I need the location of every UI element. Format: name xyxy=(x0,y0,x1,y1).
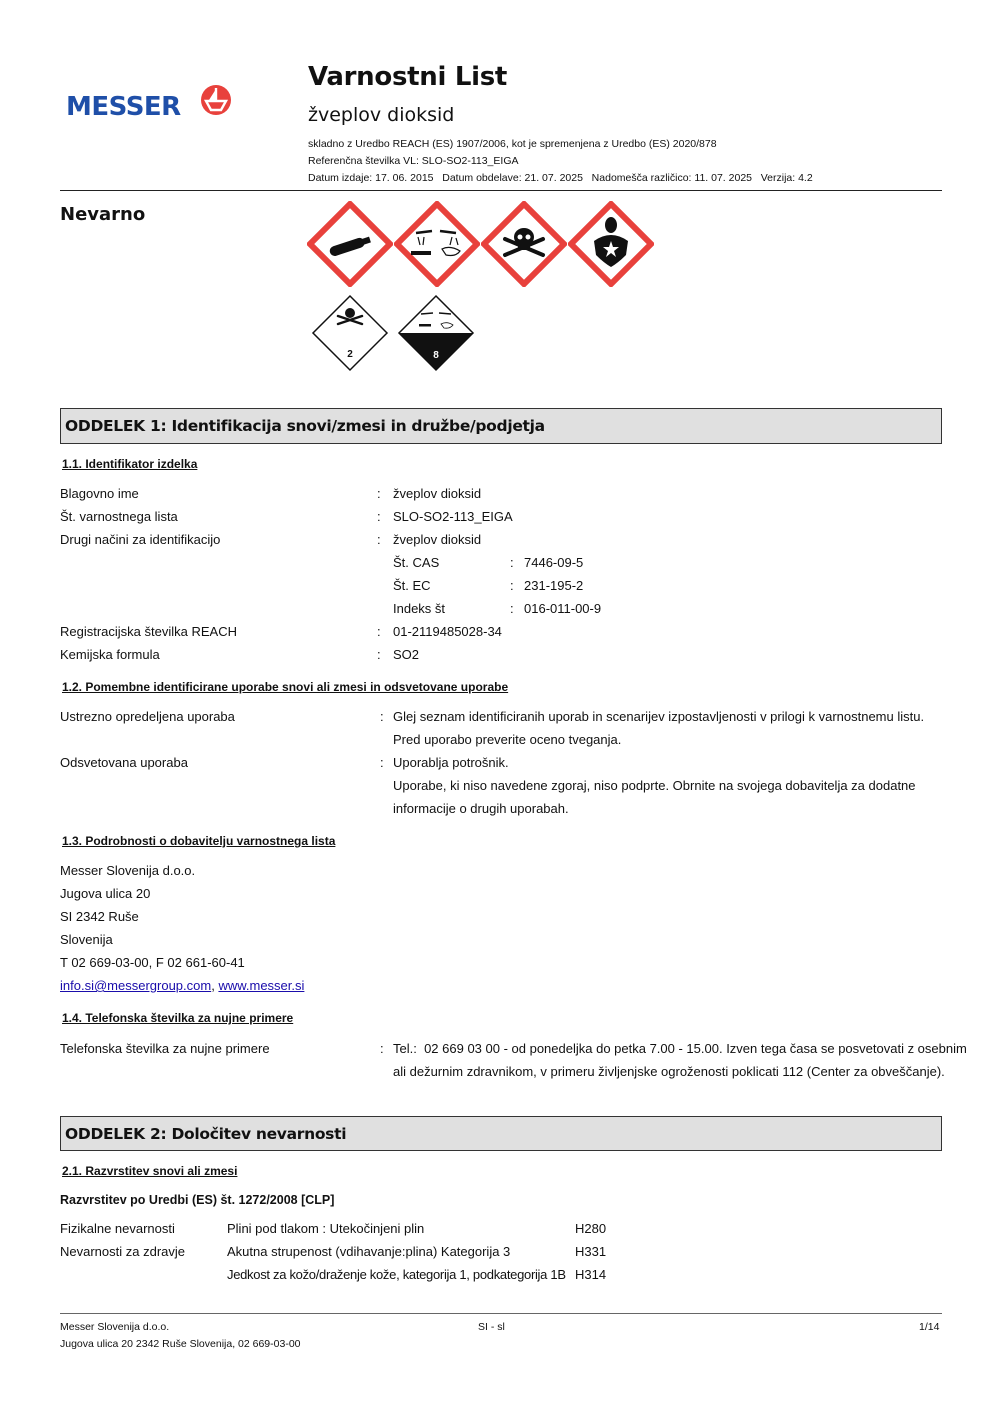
transport-corrosive-icon xyxy=(397,294,475,372)
ec-value: 231-195-2 xyxy=(524,578,584,593)
colon: : xyxy=(377,509,381,524)
chemical-formula-value: SO2 xyxy=(393,647,420,662)
colon: : xyxy=(510,601,514,616)
supplier-name: Messer Slovenija d.o.o. xyxy=(60,863,196,878)
advised-against-line-1: Uporablja potrošnik. xyxy=(393,755,509,770)
subsection-1-3-heading: 1.3. Podrobnosti o dobavitelju varnostnega lista xyxy=(62,834,336,848)
identified-use-line-2: Pred uporabo preverite oceno tveganja. xyxy=(393,732,622,747)
cas-label: Št. CAS xyxy=(393,555,440,570)
colon: : xyxy=(380,709,384,724)
hazard-code: H331 xyxy=(575,1244,607,1259)
messer-logo-icon xyxy=(200,84,232,116)
sds-number-value: SLO-SO2-113_EIGA xyxy=(393,509,513,524)
colon: : xyxy=(380,755,384,770)
footer-address: Jugova ulica 20 2342 Ruše Slovenija, 02 669-03-00 xyxy=(60,1338,301,1350)
supplier-city: SI 2342 Ruše xyxy=(60,909,139,924)
chemical-formula-label: Kemijska formula xyxy=(60,647,160,662)
subsection-1-1-heading: 1.1. Identifikator izdelka xyxy=(62,457,198,471)
email-link[interactable]: info.si@messergroup.com xyxy=(60,978,212,993)
hazard-class: Jedkost za kožo/draženje kože, kategorija 1, podkategorija 1B xyxy=(227,1267,566,1282)
corrosion-icon xyxy=(394,201,480,287)
logo-text: MESSER xyxy=(66,92,181,122)
advised-against-label: Odsvetovana uporaba xyxy=(60,755,188,770)
colon: : xyxy=(377,486,381,501)
colon: : xyxy=(377,647,381,662)
clp-heading: Razvrstitev po Uredbi (ES) št. 1272/2008 [CLP] xyxy=(60,1193,335,1207)
reach-number-value: 01-2119485028-34 xyxy=(393,624,502,639)
gas-cylinder-icon xyxy=(307,201,393,287)
product-name: žveplov dioksid xyxy=(308,104,455,126)
index-value: 016-011-00-9 xyxy=(524,601,602,616)
identified-use-label: Ustrezno opredeljena uporaba xyxy=(60,709,235,724)
other-identification-value: žveplov dioksid xyxy=(393,532,482,547)
transport-toxic-gas-icon xyxy=(311,294,389,372)
hazard-code: H314 xyxy=(575,1267,607,1282)
hazard-category: Nevarnosti za zdravje xyxy=(60,1244,185,1259)
supplier-contacts xyxy=(60,978,304,993)
signal-word: Nevarno xyxy=(60,204,146,225)
footer-divider xyxy=(60,1313,942,1314)
emergency-phone-line-2: ali dežurnim zdravnikom, v primeru življenjske ogroženosti poklicati 112 (Center za obveščanje). xyxy=(393,1064,945,1079)
page-number: 1/14 xyxy=(919,1321,940,1333)
supplier-country: Slovenija xyxy=(60,932,113,947)
header-divider xyxy=(60,190,942,191)
supplier-street: Jugova ulica 20 xyxy=(60,886,151,901)
subsection-2-1-heading: 2.1. Razvrstitev snovi ali zmesi xyxy=(62,1164,238,1178)
regulation-note: skladno z Uredbo REACH (ES) 1907/2006, kot je spremenjena z Uredbo (ES) 2020/878 xyxy=(308,138,717,150)
emergency-phone-label: Telefonska številka za nujne primere xyxy=(60,1041,270,1056)
supplier-phone-fax: T 02 669-03-00, F 02 661-60-41 xyxy=(60,955,245,970)
transport-class-8: 8 xyxy=(433,350,439,361)
hazard-code: H280 xyxy=(575,1221,607,1236)
reach-number-label: Registracijska številka REACH xyxy=(60,624,237,639)
trade-name-value: žveplov dioksid xyxy=(393,486,482,501)
trade-name-label: Blagovno ime xyxy=(60,486,139,501)
separator: , xyxy=(211,978,219,993)
section-1-header xyxy=(60,408,942,444)
footer-company: Messer Slovenija d.o.o. xyxy=(60,1321,170,1333)
hazard-category: Fizikalne nevarnosti xyxy=(60,1221,175,1236)
skull-crossbones-icon xyxy=(481,201,567,287)
colon: : xyxy=(380,1041,384,1056)
transport-class-2: 2 xyxy=(347,349,353,360)
colon: : xyxy=(510,555,514,570)
health-hazard-icon xyxy=(568,201,654,287)
index-label: Indeks št xyxy=(393,601,446,616)
website-link[interactable]: www.messer.si xyxy=(218,978,305,993)
cas-value: 7446-09-5 xyxy=(524,555,584,570)
section-2-title: ODDELEK 2: Določitev nevarnosti xyxy=(65,1124,347,1143)
document-dates: Datum izdaje: 17. 06. 2015 Datum obdelave: 21. 07. 2025 Nadomešča različico: 11. 07. 2025 Verzija: 4.2 xyxy=(308,172,813,184)
colon: : xyxy=(377,532,381,547)
hazard-class: Akutna strupenost (vdihavanje:plina) Kategorija 3 xyxy=(227,1244,511,1259)
subsection-1-4-heading: 1.4. Telefonska številka za nujne primere xyxy=(62,1011,294,1025)
reference-number: Referenčna številka VL: SLO-SO2-113_EIGA xyxy=(308,155,519,167)
identified-use-line-1: Glej seznam identificiranih uporab in scenarijev izpostavljenosti v prilogi k varnostnemu listu. xyxy=(393,709,925,724)
section-2-header xyxy=(60,1116,942,1151)
ec-label: Št. EC xyxy=(393,578,431,593)
messer-logo xyxy=(66,84,236,124)
other-identification-label: Drugi načini za identifikacijo xyxy=(60,532,221,547)
sds-number-label: Št. varnostnega lista xyxy=(60,509,178,524)
advised-against-line-3: informacije o drugih uporabah. xyxy=(393,801,569,816)
emergency-phone-line-1: Tel.: 02 669 03 00 - od ponedeljka do petka 7.00 - 15.00. Izven tega časa se posvetovati z osebnim xyxy=(393,1041,967,1056)
footer-locale: SI - sl xyxy=(478,1321,505,1333)
advised-against-line-2: Uporabe, ki niso navedene zgoraj, niso podprte. Obrnite na svojega dobavitelja za dodatne xyxy=(393,778,916,793)
colon: : xyxy=(377,624,381,639)
hazard-class: Plini pod tlakom : Utekočinjeni plin xyxy=(227,1221,425,1236)
subsection-1-2-heading: 1.2. Pomembne identificirane uporabe snovi ali zmesi in odsvetovane uporabe xyxy=(62,680,509,694)
document-title: Varnostni List xyxy=(308,62,508,92)
colon: : xyxy=(510,578,514,593)
section-1-title: ODDELEK 1: Identifikacija snovi/zmesi in družbe/podjetja xyxy=(65,417,545,435)
